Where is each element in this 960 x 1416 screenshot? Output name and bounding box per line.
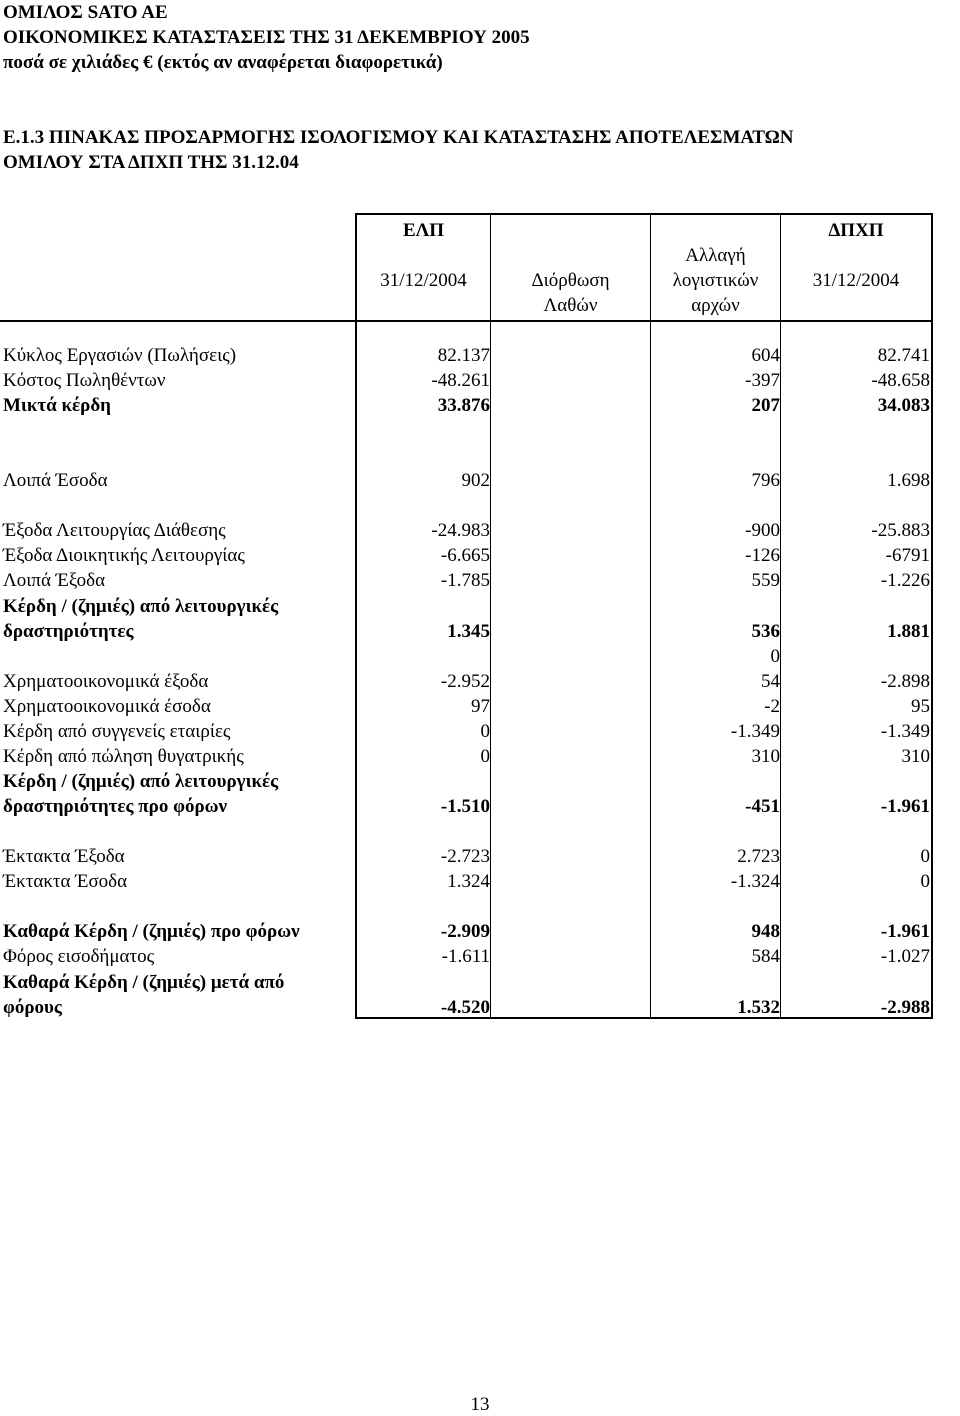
- value-dpxp: -1.349: [880, 721, 930, 742]
- value-policy-change: 796: [751, 470, 780, 491]
- header-dpxp-date: 31/12/2004: [812, 270, 900, 291]
- value-dpxp: 1.881: [887, 621, 930, 642]
- value-elp: 0: [480, 721, 490, 742]
- table-row: [0, 945, 960, 971]
- table-row: [0, 645, 960, 671]
- row-label-line1: Κέρδη / (ζημιές) από λειτουργικές: [3, 596, 279, 617]
- value-policy-change: 604: [751, 345, 780, 366]
- table-row: [0, 544, 960, 570]
- column-divider-3: [780, 213, 781, 1019]
- row-label: Λοιπά Έσοδα: [3, 470, 108, 491]
- row-label-line1: Κέρδη / (ζημιές) από λειτουργικές: [3, 771, 279, 792]
- row-label-line2: φόρους: [3, 997, 62, 1018]
- value-elp: -24.983: [431, 520, 490, 541]
- value-dpxp: 1.698: [887, 470, 930, 491]
- table-row: [0, 972, 960, 1022]
- value-policy-change: 536: [751, 621, 780, 642]
- value-elp: -2.723: [440, 846, 490, 867]
- row-label: Έξοδα Διοικητικής Λειτουργίας: [3, 545, 245, 566]
- value-policy-change: -397: [745, 370, 780, 391]
- value-policy-change: 0: [770, 646, 780, 667]
- value-elp: -2.952: [440, 671, 490, 692]
- value-elp: 902: [461, 470, 490, 491]
- value-policy-change: -2: [764, 696, 780, 717]
- value-dpxp: -6791: [885, 545, 930, 566]
- value-dpxp: 0: [920, 871, 930, 892]
- row-label-line2: δραστηριότητες προ φόρων: [3, 796, 227, 817]
- table-row: [0, 745, 960, 771]
- value-dpxp: 310: [901, 746, 930, 767]
- header-policy-accounting: λογιστικών: [672, 270, 759, 291]
- value-elp: -1.785: [440, 570, 490, 591]
- company-name: ΟΜΙΛΟΣ SATO AE: [3, 2, 168, 23]
- table-row: [0, 920, 960, 946]
- table-row: [0, 344, 960, 370]
- row-label: Κόστος Πωληθέντων: [3, 370, 166, 391]
- value-dpxp: 82.741: [877, 345, 930, 366]
- value-policy-change: 310: [751, 746, 780, 767]
- header-correction-errors: Λαθών: [543, 295, 598, 316]
- table-right-border: [931, 213, 933, 1019]
- value-policy-change: 54: [761, 671, 780, 692]
- value-elp: -1.510: [440, 796, 490, 817]
- value-dpxp: -1.226: [880, 570, 930, 591]
- row-label: Έκτακτα Έσοδα: [3, 871, 128, 892]
- value-policy-change: 207: [751, 395, 780, 416]
- row-label: Έκτακτα Έξοδα: [3, 846, 125, 867]
- value-policy-change: -900: [745, 520, 780, 541]
- value-elp: 82.137: [437, 345, 490, 366]
- table-row: [0, 469, 960, 495]
- section-title-line1: Ε.1.3 ΠΙΝΑΚΑΣ ΠΡΟΣΑΡΜΟΓΗΣ ΙΣΟΛΟΓΙΣΜΟΥ ΚΑΙ ΚΑΤΑΣΤΑΣΗΣ ΑΠΟΤΕΛΕΣΜΑΤΩΝ: [3, 127, 794, 148]
- table-row: [0, 695, 960, 721]
- column-divider-2: [650, 213, 651, 1019]
- table-row: [0, 596, 960, 646]
- table-row: [0, 845, 960, 871]
- header-elp-date: 31/12/2004: [380, 270, 467, 291]
- value-policy-change: -451: [745, 796, 780, 817]
- value-dpxp: 95: [911, 696, 930, 717]
- row-label: Κέρδη από συγγενείς εταιρίες: [3, 721, 231, 742]
- table-left-border: [355, 213, 357, 1019]
- value-elp: 1.324: [447, 871, 490, 892]
- value-dpxp: -2.988: [880, 997, 930, 1018]
- value-policy-change: 584: [751, 946, 780, 967]
- header-policy-principles: αρχών: [691, 295, 740, 316]
- table-row: [0, 771, 960, 821]
- value-elp: 33.876: [437, 395, 490, 416]
- value-dpxp: -48.658: [871, 370, 930, 391]
- value-policy-change: 559: [751, 570, 780, 591]
- document-title: ΟΙΚΟΝΟΜΙΚΕΣ ΚΑΤΑΣΤΑΣΕΙΣ ΤΗΣ 31 ΔΕΚΕΜΒΡΙΟΥ 2005: [3, 27, 530, 48]
- value-dpxp: -1.027: [880, 946, 930, 967]
- value-elp: -6.665: [440, 545, 490, 566]
- table-row: [0, 394, 960, 420]
- value-policy-change: -126: [745, 545, 780, 566]
- row-label: Κέρδη από πώληση θυγατρικής: [3, 746, 244, 767]
- value-elp: 0: [480, 746, 490, 767]
- value-elp: -1.611: [441, 946, 490, 967]
- value-dpxp: -2.898: [880, 671, 930, 692]
- table-row: [0, 569, 960, 595]
- table-row: [0, 870, 960, 896]
- header-policy-change: Αλλαγή: [685, 245, 746, 266]
- value-dpxp: 34.083: [877, 395, 930, 416]
- value-policy-change: -1.324: [730, 871, 780, 892]
- value-dpxp: -1.961: [880, 796, 930, 817]
- row-label-line2: δραστηριότητες: [3, 621, 134, 642]
- header-elp: ΕΛΠ: [402, 220, 445, 241]
- table-row: [0, 670, 960, 696]
- row-label: Λοιπά Έξοδα: [3, 570, 106, 591]
- header-bottom-border: [0, 320, 933, 322]
- column-divider-1: [490, 213, 491, 1019]
- row-label: Μικτά κέρδη: [3, 395, 111, 416]
- row-label: Χρηματοοικονομικά έσοδα: [3, 696, 211, 717]
- table-row: [0, 369, 960, 395]
- units-note: ποσά σε χιλιάδες € (εκτός αν αναφέρεται διαφορετικά): [3, 52, 443, 73]
- value-policy-change: 2.723: [737, 846, 780, 867]
- value-dpxp: 0: [920, 846, 930, 867]
- section-title-line2: ΟΜΙΛΟΥ ΣΤΑ ΔΠΧΠ ΤΗΣ 31.12.04: [3, 152, 299, 173]
- row-label: Καθαρά Κέρδη / (ζημιές) προ φόρων: [3, 921, 300, 942]
- table-row: [0, 519, 960, 545]
- header-correction: Διόρθωση: [531, 270, 610, 291]
- row-label: Φόρος εισοδήματος: [3, 946, 155, 967]
- table-top-border: [356, 213, 933, 215]
- value-elp: -4.520: [440, 997, 490, 1018]
- row-label: Κύκλος Εργασιών (Πωλήσεις): [3, 345, 237, 366]
- header-dpxp: ΔΠΧΠ: [828, 220, 884, 241]
- value-dpxp: -1.961: [880, 921, 930, 942]
- row-label: Έξοδα Λειτουργίας Διάθεσης: [3, 520, 226, 541]
- value-elp: -48.261: [431, 370, 490, 391]
- value-elp: -2.909: [440, 921, 490, 942]
- value-elp: 1.345: [447, 621, 490, 642]
- value-policy-change: 1.532: [737, 997, 780, 1018]
- value-elp: 97: [471, 696, 490, 717]
- value-dpxp: -25.883: [871, 520, 930, 541]
- page-number: 13: [470, 1394, 490, 1415]
- value-policy-change: -1.349: [730, 721, 780, 742]
- row-label-line1: Καθαρά Κέρδη / (ζημιές) μετά από: [3, 972, 285, 993]
- value-policy-change: 948: [751, 921, 780, 942]
- table-row: [0, 720, 960, 746]
- row-label: Χρηματοοικονομικά έξοδα: [3, 671, 209, 692]
